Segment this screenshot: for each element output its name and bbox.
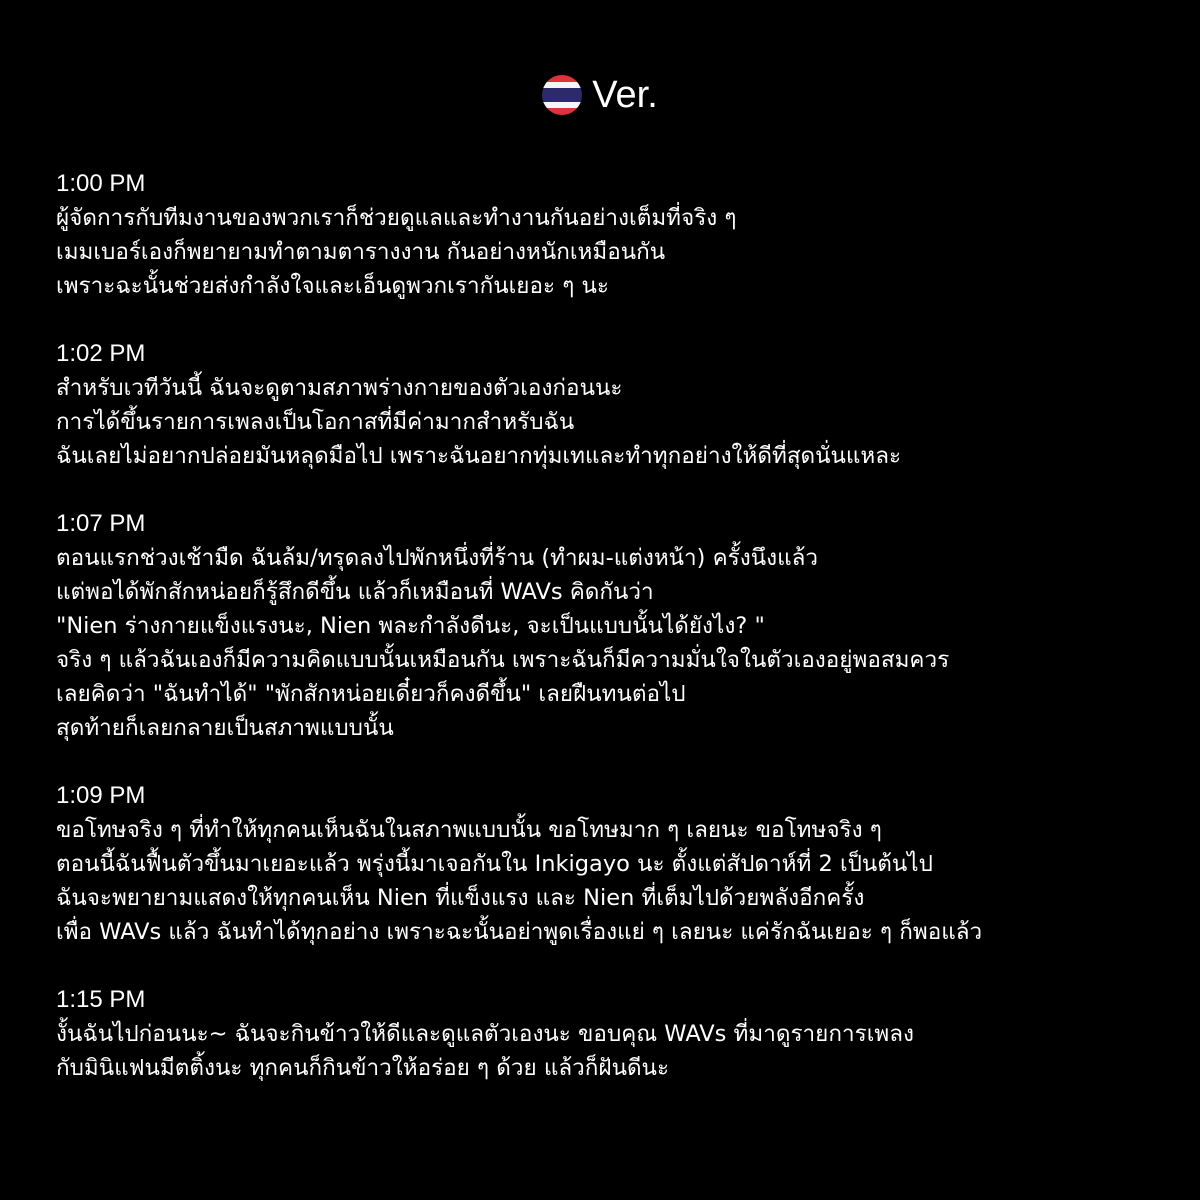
message-line: "Nien ร่างกายแข็งแรงนะ, Nien พละกำลังดีนะ, จะเป็นแบบนั้นได้ยังไง? " [56, 613, 765, 639]
message-line: ตอนแรกช่วงเช้ามืด ฉันล้ม/ทรุดลงไปพักหนึ่งที่ร้าน (ทำผม-แต่งหน้า) ครั้งนึงแล้ว [56, 545, 819, 571]
message-entry [56, 983, 1176, 1085]
message-entry [56, 779, 1176, 949]
message-line: เพื่อ WAVs แล้ว ฉันทำได้ทุกอย่าง เพราะฉะนั้นอย่าพูดเรื่องแย่ ๆ เลยนะ แค่รักฉันเยอะ ๆ ก็พอแล้ว [56, 919, 983, 945]
message-line: เมมเบอร์เองก็พยายามทำตามตารางงาน กันอย่างหนักเหมือนกัน [56, 239, 666, 265]
message-entry [56, 507, 1176, 745]
message-line: จริง ๆ แล้วฉันเองก็มีความคิดแบบนั้นเหมือนกัน เพราะฉันก็มีความมั่นใจในตัวเองอยู่พอสมควร [56, 647, 950, 673]
message-line: สุดท้ายก็เลยกลายเป็นสภาพแบบนั้น [56, 715, 394, 741]
message-entry [56, 337, 1176, 473]
message-line: ฉันเลยไม่อยากปล่อยมันหลุดมือไป เพราะฉันอยากทุ่มเทและทำทุกอย่างให้ดีที่สุดนั่นแหละ [56, 443, 902, 469]
flag-stripe-white [542, 102, 582, 109]
flag-stripe-red [542, 75, 582, 82]
message-line: ตอนนี้ฉันฟื้นตัวขึ้นมาเยอะแล้ว พรุ่งนี้มาเจอกันใน Inkigayo นะ ตั้งแต่สัปดาห์ที่ 2 เป็นต้นไป [56, 851, 933, 877]
timestamp: 1:02 PM [56, 340, 146, 367]
message-line: เพราะฉะนั้นช่วยส่งกำลังใจและเอ็นดูพวกเรากันเยอะ ๆ นะ [56, 273, 609, 299]
message-line: งั้นฉันไปก่อนนะ~ ฉันจะกินข้าวให้ดีและดูแลตัวเองนะ ขอบคุณ WAVs ที่มาดูรายการเพลง [56, 1021, 914, 1047]
message-line: การได้ขึ้นรายการเพลงเป็นโอกาสที่มีค่ามากสำหรับฉัน [56, 409, 575, 435]
thailand-flag-icon [542, 75, 582, 115]
flag-stripe-white [542, 82, 582, 89]
timestamp: 1:09 PM [56, 782, 146, 809]
timestamp: 1:00 PM [56, 170, 146, 197]
timestamp: 1:15 PM [56, 986, 146, 1013]
flag-stripe-blue [542, 88, 582, 101]
message-line: เลยคิดว่า "ฉันทำได้" "พักสักหน่อยเดี๋ยวก็คงดีขึ้น" เลยฝืนทนต่อไป [56, 681, 686, 707]
message-line: สำหรับเวทีวันนี้ ฉันจะดูตามสภาพร่างกายของตัวเองก่อนนะ [56, 375, 623, 401]
message-line: ผู้จัดการกับทีมงานของพวกเราก็ช่วยดูแลและทำงานกันอย่างเต็มที่จริง ๆ [56, 205, 737, 231]
header [0, 70, 1200, 120]
message-line: ฉันจะพยายามแสดงให้ทุกคนเห็น Nien ที่แข็งแรง และ Nien ที่เต็มไปด้วยพลังอีกครั้ง [56, 885, 865, 911]
message-line: ขอโทษจริง ๆ ที่ทำให้ทุกคนเห็นฉันในสภาพแบบนั้น ขอโทษมาก ๆ เลยนะ ขอโทษจริง ๆ [56, 817, 882, 843]
page-title: Ver. [592, 74, 658, 116]
flag-stripe-red [542, 108, 582, 115]
timestamp: 1:07 PM [56, 510, 146, 537]
message-list [56, 167, 1176, 1119]
message-line: กับมินิแฟนมีตติ้งนะ ทุกคนก็กินข้าวให้อร่อย ๆ ด้วย แล้วก็ฝันดีนะ [56, 1055, 670, 1081]
message-entry [56, 167, 1176, 303]
message-line: แต่พอได้พักสักหน่อยก็รู้สึกดีขึ้น แล้วก็เหมือนที่ WAVs คิดกันว่า [56, 579, 654, 605]
